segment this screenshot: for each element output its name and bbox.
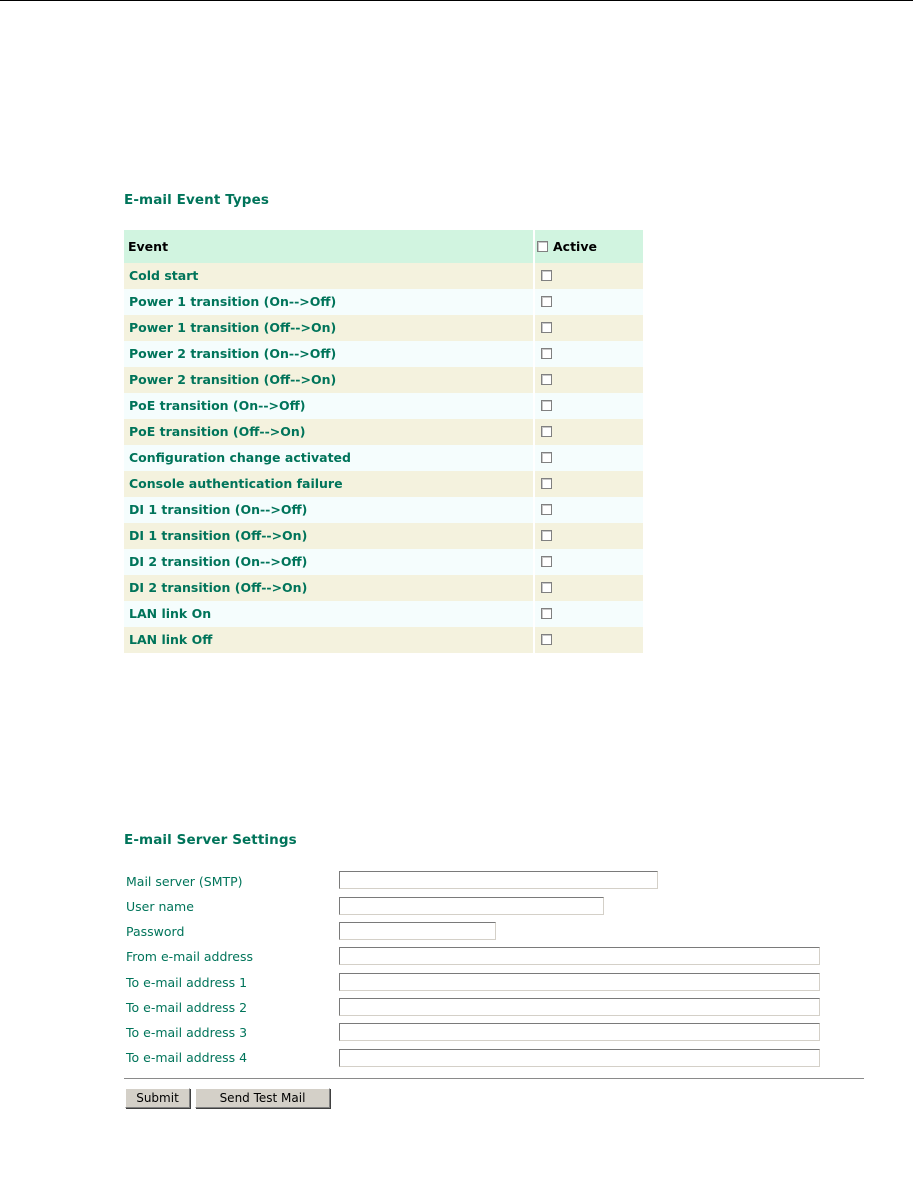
password-label: Password	[126, 924, 185, 939]
table-row	[124, 575, 643, 601]
header-active-label: Active	[553, 239, 597, 254]
event-active-checkbox[interactable]	[541, 296, 552, 307]
column-divider	[533, 445, 535, 471]
event-label: DI 1 transition (Off-->On)	[129, 528, 308, 543]
to-email-3-input[interactable]	[339, 1023, 820, 1041]
table-header	[124, 230, 643, 263]
server-settings-title: E-mail Server Settings	[124, 832, 297, 848]
column-divider	[533, 315, 535, 341]
table-row	[124, 471, 643, 497]
from-email-label: From e-mail address	[126, 949, 254, 964]
to-email-2-label: To e-mail address 2	[126, 1000, 248, 1015]
to-email-4-label: To e-mail address 4	[126, 1050, 248, 1065]
event-types-table	[124, 230, 643, 653]
column-divider	[533, 367, 535, 393]
event-active-checkbox[interactable]	[541, 478, 552, 489]
event-label: DI 1 transition (On-->Off)	[129, 502, 308, 517]
event-active-checkbox[interactable]	[541, 608, 552, 619]
event-label: Configuration change activated	[129, 450, 351, 465]
to-email-2-input[interactable]	[339, 998, 820, 1016]
form-divider	[124, 1078, 864, 1079]
to-email-4-input[interactable]	[339, 1049, 820, 1067]
event-label: PoE transition (On-->Off)	[129, 398, 306, 413]
column-divider	[533, 497, 535, 523]
password-input[interactable]	[339, 922, 496, 940]
column-divider	[533, 523, 535, 549]
column-divider	[533, 627, 535, 653]
event-types-title: E-mail Event Types	[124, 192, 269, 208]
send-test-mail-button[interactable]: Send Test Mail	[195, 1088, 330, 1108]
event-label: Cold start	[129, 268, 199, 283]
event-active-checkbox[interactable]	[541, 322, 552, 333]
table-row	[124, 497, 643, 523]
column-divider	[533, 341, 535, 367]
event-active-checkbox[interactable]	[541, 270, 552, 281]
event-label: DI 2 transition (Off-->On)	[129, 580, 308, 595]
table-row	[124, 549, 643, 575]
event-active-checkbox[interactable]	[541, 634, 552, 645]
table-row	[124, 315, 643, 341]
table-row	[124, 627, 643, 653]
event-label: Power 1 transition (Off-->On)	[129, 320, 337, 335]
column-divider	[533, 575, 535, 601]
event-active-checkbox[interactable]	[541, 400, 552, 411]
event-label: Power 2 transition (Off-->On)	[129, 372, 337, 387]
column-divider	[533, 471, 535, 497]
table-row	[124, 445, 643, 471]
smtp-label: Mail server (SMTP)	[126, 874, 243, 889]
table-row	[124, 393, 643, 419]
event-label: Console authentication failure	[129, 476, 343, 491]
table-row	[124, 367, 643, 393]
event-active-checkbox[interactable]	[541, 530, 552, 541]
header-event: Event	[128, 239, 169, 254]
username-input[interactable]	[339, 897, 604, 915]
table-row	[124, 341, 643, 367]
table-row	[124, 263, 643, 289]
select-all-checkbox[interactable]	[537, 241, 548, 252]
to-email-3-label: To e-mail address 3	[126, 1025, 248, 1040]
event-label: Power 1 transition (On-->Off)	[129, 294, 337, 309]
column-divider	[533, 549, 535, 575]
column-divider	[533, 393, 535, 419]
event-active-checkbox[interactable]	[541, 504, 552, 515]
column-divider	[533, 263, 535, 289]
column-divider	[533, 230, 535, 263]
column-divider	[533, 419, 535, 445]
column-divider	[533, 601, 535, 627]
event-label: LAN link On	[129, 606, 212, 621]
column-divider	[533, 289, 535, 315]
event-active-checkbox[interactable]	[541, 374, 552, 385]
event-active-checkbox[interactable]	[541, 452, 552, 463]
event-label: DI 2 transition (On-->Off)	[129, 554, 308, 569]
table-row	[124, 601, 643, 627]
header-active	[537, 239, 597, 254]
to-email-1-input[interactable]	[339, 973, 820, 991]
event-active-checkbox[interactable]	[541, 556, 552, 567]
table-row	[124, 523, 643, 549]
event-label: Power 2 transition (On-->Off)	[129, 346, 337, 361]
event-rows	[124, 263, 643, 653]
to-email-1-label: To e-mail address 1	[126, 975, 248, 990]
event-active-checkbox[interactable]	[541, 426, 552, 437]
username-label: User name	[126, 899, 194, 914]
event-label: LAN link Off	[129, 632, 213, 647]
smtp-input[interactable]	[339, 871, 658, 889]
submit-button[interactable]: Submit	[125, 1088, 190, 1108]
from-email-input[interactable]	[339, 947, 820, 965]
event-active-checkbox[interactable]	[541, 348, 552, 359]
table-row	[124, 419, 643, 445]
top-border-line	[0, 0, 913, 1]
table-row	[124, 289, 643, 315]
event-label: PoE transition (Off-->On)	[129, 424, 306, 439]
event-active-checkbox[interactable]	[541, 582, 552, 593]
